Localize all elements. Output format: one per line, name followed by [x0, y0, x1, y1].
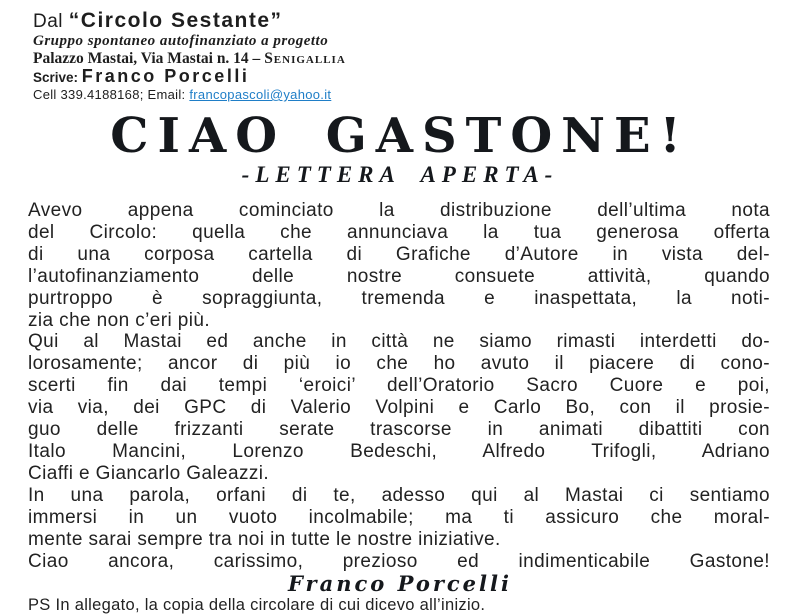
letter-body: [0, 200, 800, 572]
body-line: lorosamente; ancor di più io che ho avuto il piacere di cono-: [28, 353, 770, 375]
body-line: In una parola, orfani di te, adesso qui al Mastai ci sentiamo: [28, 484, 770, 506]
body-line: Ciaffi e Giancarlo Galeazzi.: [28, 462, 270, 484]
postscript: PS In allegato, la copia della circolare di cui dicevo all’inizio.: [28, 596, 486, 615]
org-name: “Circolo Sestante”: [68, 9, 283, 32]
body-line: Ciao ancora, carissimo, prezioso ed indimenticabile Gastone!: [28, 550, 770, 572]
body-line: immersi in un vuoto incolmabile; ma ti assicuro che moral-: [28, 506, 770, 528]
letterhead-org-line: [33, 10, 800, 33]
body-line: mente sarai sempre tra noi in tutte le nostre iniziative.: [28, 528, 501, 550]
address-city: Senigallia: [264, 50, 346, 67]
body-line: via via, dei GPC di Valerio Volpini e Carlo Bo, con il prosie-: [28, 397, 770, 419]
body-line: l’autofinanziamento delle nostre consuete attività, quando: [28, 265, 770, 287]
email-link[interactable]: francopascoli@yahoo.it: [189, 87, 332, 102]
contact-prefix: Cell 339.4188168; Email:: [33, 87, 190, 102]
body-line: del Circolo: quella che annunciava la tua generosa offerta: [28, 221, 770, 243]
org-tagline: Gruppo spontaneo autofinanziato a progetto: [33, 33, 329, 49]
body-line: Italo Mancini, Lorenzo Bedeschi, Alfredo Trifogli, Adriano: [28, 440, 770, 462]
from-prefix: Dal: [33, 11, 69, 32]
body-line: zia che non c’eri più.: [28, 309, 211, 331]
body-line: di una corposa cartella di Grafiche d’Autore in vista del-: [28, 243, 770, 265]
writer-name: Franco Porcelli: [81, 66, 250, 86]
address-street: Palazzo Mastai, Via Mastai n. 14 –: [33, 50, 265, 67]
letter-subtitle: -LETTERA APERTA-: [241, 162, 559, 187]
body-line: scerti fin dai tempi ‘eroici’ dell’Oratorio Sacro Cuore e poi,: [28, 375, 770, 397]
body-line: Qui al Mastai ed anche in città ne siamo rimasti interdetti do-: [28, 331, 770, 353]
body-line: purtroppo è sopraggiunta, tremenda e inaspettata, la noti-: [28, 287, 770, 309]
letterhead: [0, 0, 800, 102]
writer-label: Scrive:: [33, 70, 82, 85]
signature: Franco Porcelli: [288, 571, 512, 597]
writer-line: [33, 67, 800, 87]
letter-title: CIAO GASTONE!: [110, 108, 690, 164]
org-address: [33, 50, 800, 67]
body-line: guo delle frizzanti serate trascorse in animati dibattiti con: [28, 419, 770, 441]
contact-line: [33, 87, 800, 102]
body-line: Avevo appena cominciato la distribuzione dell’ultima nota: [28, 200, 770, 221]
